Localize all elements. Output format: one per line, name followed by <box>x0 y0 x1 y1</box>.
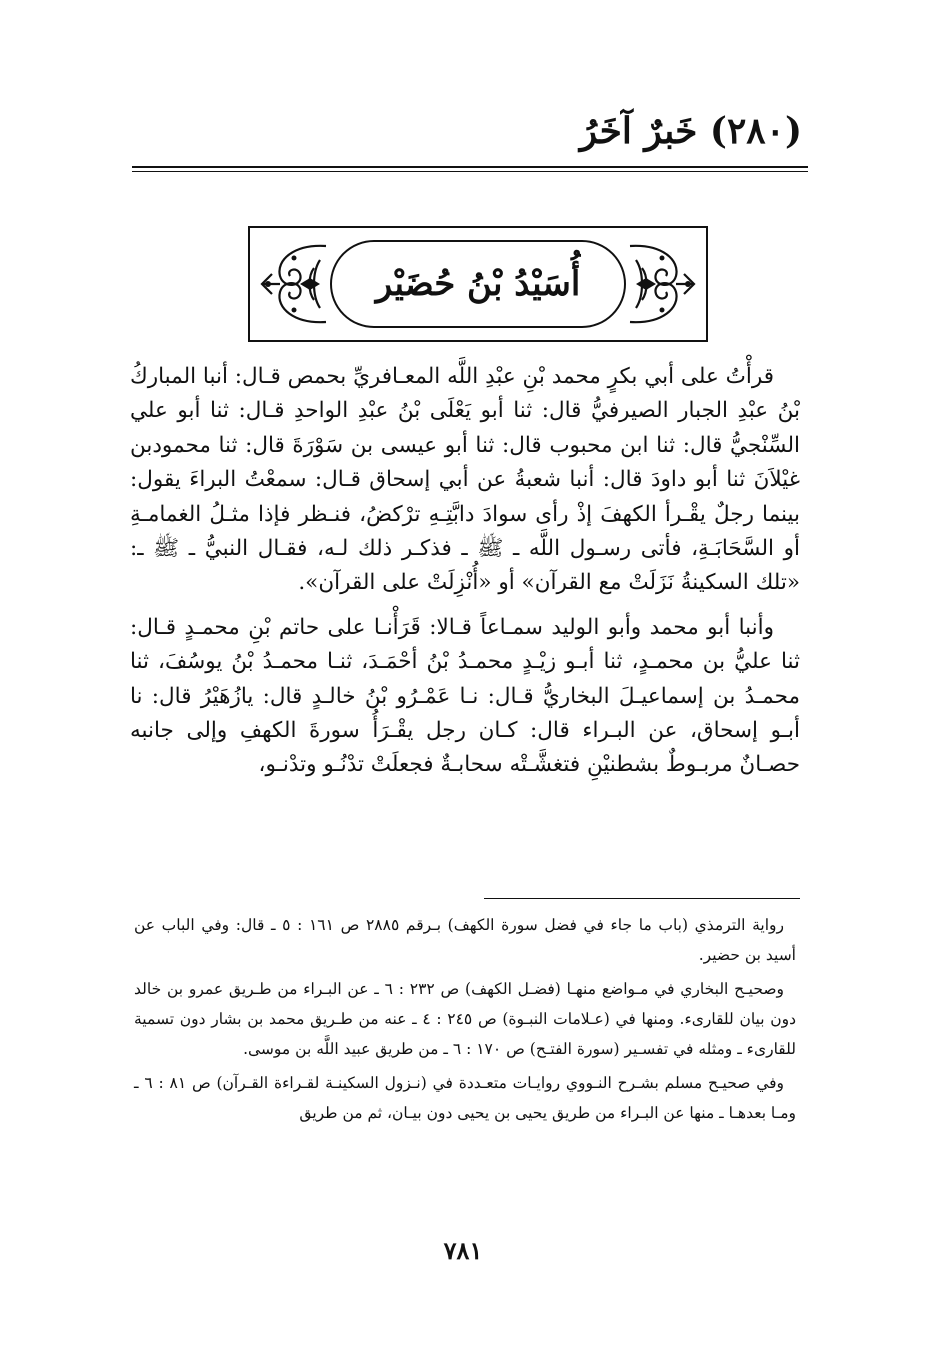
paragraph <box>130 360 800 601</box>
footnote-2-text: وصحيـح البخاري في مـواضع منهـا (فضـل الكهف) ص ٢٣٢ : ٦ ـ عن البـراء من طـريق عمرو بن خالد دون بيان للقارىء. ومنها في (عـلامات النبـوة) ص ٢٤٥ : ٤ ـ عنه من طـريق محمد بن بشار دون تسمية للقارىء ـ ومثله في تفسـير (سورة الفتـح) ص ١٧٠ : ٦ ـ من طريق عبيد اللَّه بن موسى. <box>134 980 796 1058</box>
main-text <box>130 360 800 783</box>
footnote-3-text: وفي صحيـح مسلم بشـرح النـووي روايـات متعـددة في (نـزول السكينـة لقـراءة القـرآن) ص ٨١ : ٦ ـ ومـا بعدهـا ـ منها عن البـراء من طريق يحيى بن يحيى دون بيـان، ثم من طريق <box>134 1074 796 1122</box>
footnote <box>134 974 796 1064</box>
paragraph-2-text: وأنبا أبو محمد وأبو الوليد سمـاعاً قـالا: قَرَأْنـا على حاتم بْنِ محمـدٍ قـال: ثنا عليُّ بن محمـدٍ، ثنا أبـو زيْـدٍ محمـدُ بْنُ أحْمَـدَ، ثنـا محمـدُ بْنُ يوسُفَ، ثنا محمـدُ بن إسماعيـلَ البخاريُّ قـال: نـا عَمْـرُو بْنُ خالـدٍ قال: يازُهَيْرُ قال: نا أبـو إسحاق، عن البـراء قال: كـان رجل يقْـرَأُ سورةَ الكهفِ وإلى جانبه حصـانٌ مربـوطٌ بشطنيْنِ فتغشَّـتْه سحابـةٌ فجعلَتْ تدْنُـو وتدْنـو، <box>130 614 800 778</box>
biography-name-frame <box>248 226 708 342</box>
paragraph-1-text: قرأْتُ على أبي بكرٍ محمد بْنِ عبْدِ اللَّه المعـافريِّ بحمص قـال: أنبا المباركُ بْنُ عبْدِ الجبار الصيرفيُّ قال: ثنا أبو يَعْلَى بْنُ عبْدِ الواحدِ قـال: ثنا أبو علي السِّنْجيُّ قال: ثنا ابن محبوب قال: ثنا أبو عيسى بن سَوْرَةَ قال: ثنا محمودبن غيْلاَنَ ثنا أبو داودَ قال: أنبا شعبةُ عن أبي إسحاق قـال: سمعْتُ البراءَ يقول: بينما رجلٌ يقْـرأ الكهفَ إذْ رأى سوادَ دابَّتِـهِ ترْكضُ، فنـظر فإذا مثـلُ الغمامـةِ أو السَّحَابَـةِ، فأتى رسـول اللَّه ـ ﷺ ـ فذكـر ذلك لـه، فقـال النبيُّ ـ ﷺ ـ: «تلك السكينةُ نَزَلَتْ مع القرآن» أو «أُنْزِلَتْ على القرآن». <box>130 364 800 596</box>
footnote <box>134 1068 796 1128</box>
footnotes <box>134 910 796 1132</box>
header-rule <box>132 166 808 172</box>
page-number: ٧٨١ <box>443 1236 483 1265</box>
footnote-1-text: رواية الترمذي (باب ما جاء في فضل سورة الكهف) بـرقم ٢٨٨٥ ص ١٦١ : ٥ ـ قال: وفي الباب عن أسيد بن حضير. <box>134 916 796 964</box>
footnotes-separator <box>484 898 800 899</box>
chapter-title: (٢٨٠) خَبرٌ آخَرُ <box>579 110 802 152</box>
footnote <box>134 910 796 970</box>
paragraph <box>130 611 800 783</box>
biography-name: أُسَيْدُ بْنُ حُضَيْر <box>375 264 581 304</box>
name-cartouche <box>330 240 626 328</box>
arabesque-ornament-icon <box>626 238 702 330</box>
arabesque-ornament-icon <box>254 238 330 330</box>
